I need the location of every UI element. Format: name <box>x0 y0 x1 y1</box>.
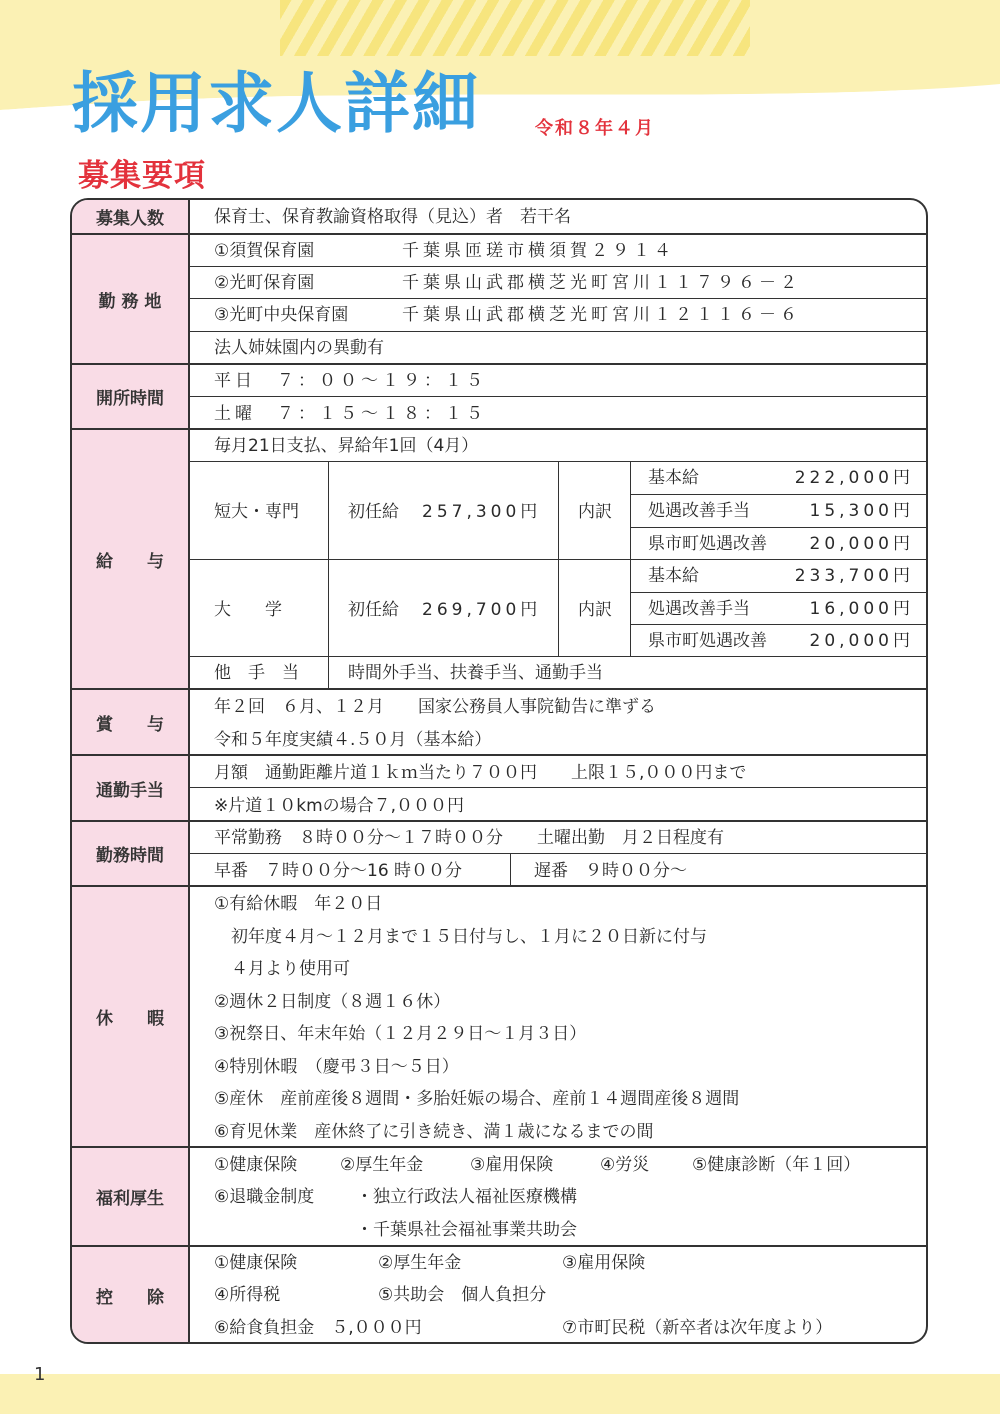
salary-note: 毎月21日支払、昇給年1回（4月） <box>214 436 479 456</box>
leave-line: ④特別休暇 （慶弔３日～５日） <box>214 1057 459 1077</box>
sub-divider <box>189 396 928 397</box>
retirement-plan: ⑥退職金制度 <box>214 1187 315 1207</box>
label-commute: 通勤手当 <box>72 756 188 820</box>
welfare-item: ⑤健康診断（年１回） <box>692 1155 861 1175</box>
workplace-note: 法人姉妹園内の異動有 <box>214 338 384 358</box>
breakdown-item: 基本給 <box>648 566 699 586</box>
workplace-name: ①須賀保育園 <box>214 241 315 261</box>
open-hours-saturday: 土曜 ７：１５～１８：１５ <box>214 404 487 424</box>
shift-divider <box>510 853 511 885</box>
deduction-item: ④所得税 <box>214 1285 281 1305</box>
label-bonus: 賞 与 <box>72 690 188 754</box>
section-heading: 募集要項 <box>78 158 206 194</box>
sub-divider <box>630 494 928 495</box>
leave-line: ②週休２日制度（８週１６休） <box>214 992 451 1012</box>
label-leave: 休 暇 <box>72 887 188 1146</box>
deduction-item: ⑤共助会 個人負担分 <box>378 1285 547 1305</box>
breakdown-amount: 233,700円 <box>794 566 914 586</box>
leave-line: 初年度４月～１２月まで１５日付与し、１月に２０日新に付与 <box>214 927 707 947</box>
deduction-item: ⑦市町民税（新卒者は次年度より） <box>562 1318 833 1338</box>
workplace-address: 千葉県山武郡横芝光町宮川１２１１６－６ <box>402 305 801 325</box>
label-salary: 給 与 <box>72 430 188 688</box>
open-hours-weekday: 平日 ７：００～１９：１５ <box>214 371 487 391</box>
sub-divider <box>189 266 928 267</box>
breakdown-item: 基本給 <box>648 468 699 488</box>
welfare-item: ②厚生年金 <box>340 1155 424 1175</box>
row-divider <box>72 885 928 887</box>
recruitment-table <box>70 198 928 1344</box>
sub-divider <box>630 527 928 528</box>
stripe-decoration <box>280 0 750 56</box>
workplace-name: ②光町保育園 <box>214 273 315 293</box>
leave-line: ⑥育児休業 産休終了に引き続き、満１歳になるまでの間 <box>214 1122 654 1142</box>
initial-salary: 269,700円 <box>422 600 542 620</box>
row-divider <box>72 754 928 756</box>
leave-line: ①有給休暇 年２０日 <box>214 894 383 914</box>
breakdown-item: 県市町処遇改善 <box>648 631 767 651</box>
row-divider <box>72 428 928 430</box>
commute-line: ※片道１０kmの場合７,０００円 <box>214 796 465 816</box>
sub-divider <box>189 656 928 657</box>
breakdown-amount: 20,000円 <box>809 631 914 651</box>
work-hours-late: 遅番 ９時００分～ <box>534 861 687 881</box>
bottom-decoration-band <box>0 1374 1000 1414</box>
breakdown-label: 内訳 <box>578 502 612 522</box>
initial-salary-label: 初任給 <box>348 600 399 620</box>
label-work-hours: 勤務時間 <box>72 822 188 885</box>
label-open-hours: 開所時間 <box>72 365 188 428</box>
label-deduction: 控 除 <box>72 1247 188 1344</box>
welfare-item: ①健康保険 <box>214 1155 298 1175</box>
label-welfare: 福利厚生 <box>72 1148 188 1245</box>
deduction-item: ⑥給食負担金 ５,０００円 <box>214 1318 422 1338</box>
row-divider <box>72 363 928 365</box>
leave-line: ③祝祭日、年末年始（１２月２９日～１月３日） <box>214 1024 587 1044</box>
breakdown-amount: 16,000円 <box>809 599 914 619</box>
workplace-address: 千葉県山武郡横芝光町宮川１１７９６－２ <box>402 273 801 293</box>
sub-divider <box>630 592 928 593</box>
label-workplace: 勤 務 地 <box>72 235 188 363</box>
bonus-line: 年２回 ６月、１２月 国家公務員人事院勧告に準ずる <box>214 697 656 717</box>
issue-date: 令和８年４月 <box>535 118 655 139</box>
salary-divider <box>630 461 631 656</box>
salary-divider <box>558 461 559 656</box>
breakdown-label: 内訳 <box>578 600 612 620</box>
salary-divider <box>328 461 329 688</box>
initial-salary: 257,300円 <box>422 502 542 522</box>
retirement-provider: ・独立行政法人福祉医療機構 <box>356 1187 577 1207</box>
workplace-name: ③光町中央保育園 <box>214 305 349 325</box>
row-divider <box>72 233 928 235</box>
sub-divider <box>189 853 928 854</box>
sub-divider <box>189 331 928 332</box>
breakdown-amount: 222,000円 <box>794 468 914 488</box>
commute-line: 月額 通勤距離片道１ｋｍ当たり７００円 上限１５,０００円まで <box>214 763 747 783</box>
deduction-item: ②厚生年金 <box>378 1253 462 1273</box>
welfare-item: ④労災 <box>600 1155 650 1175</box>
breakdown-amount: 15,300円 <box>809 501 914 521</box>
leave-line: ４月より使用可 <box>214 959 350 979</box>
column-divider <box>188 200 190 1344</box>
other-allowance-label: 他 手 当 <box>214 663 299 683</box>
page-number: 1 <box>34 1364 46 1385</box>
welfare-item: ③雇用保険 <box>470 1155 554 1175</box>
recruit-text: 保育士、保育教諭資格取得（見込）者 若干名 <box>214 207 571 227</box>
sub-divider <box>189 787 928 788</box>
salary-category: 短大・専門 <box>214 502 299 522</box>
other-allowance: 時間外手当、扶養手当、通勤手当 <box>348 663 603 683</box>
leave-line: ⑤産休 産前産後８週間・多胎妊娠の場合、産前１４週間産後８週間 <box>214 1089 740 1109</box>
deduction-item: ①健康保険 <box>214 1253 298 1273</box>
row-divider <box>72 688 928 690</box>
initial-salary-label: 初任給 <box>348 502 399 522</box>
retirement-provider: ・千葉県社会福祉事業共助会 <box>356 1220 577 1240</box>
sub-divider <box>189 298 928 299</box>
breakdown-item: 処遇改善手当 <box>648 501 750 521</box>
sub-divider <box>630 624 928 625</box>
work-hours-regular: 平常勤務 ８時００分～１７時００分 土曜出勤 月２日程度有 <box>214 828 724 848</box>
work-hours-early: 早番 ７時００分～16 時００分 <box>214 861 463 881</box>
row-divider <box>72 1146 928 1148</box>
workplace-address: 千葉県匝瑳市横須賀２９１４ <box>402 241 675 261</box>
salary-category: 大 学 <box>214 600 282 620</box>
bonus-line: 令和５年度実績４.５０月（基本給） <box>214 730 492 750</box>
label-recruit: 募集人数 <box>72 200 188 233</box>
breakdown-item: 県市町処遇改善 <box>648 534 767 554</box>
breakdown-amount: 20,000円 <box>809 534 914 554</box>
row-divider <box>72 1245 928 1247</box>
row-divider <box>72 820 928 822</box>
deduction-item: ③雇用保険 <box>562 1253 646 1273</box>
page-title: 採用求人詳細 <box>72 65 480 142</box>
breakdown-item: 処遇改善手当 <box>648 599 750 619</box>
